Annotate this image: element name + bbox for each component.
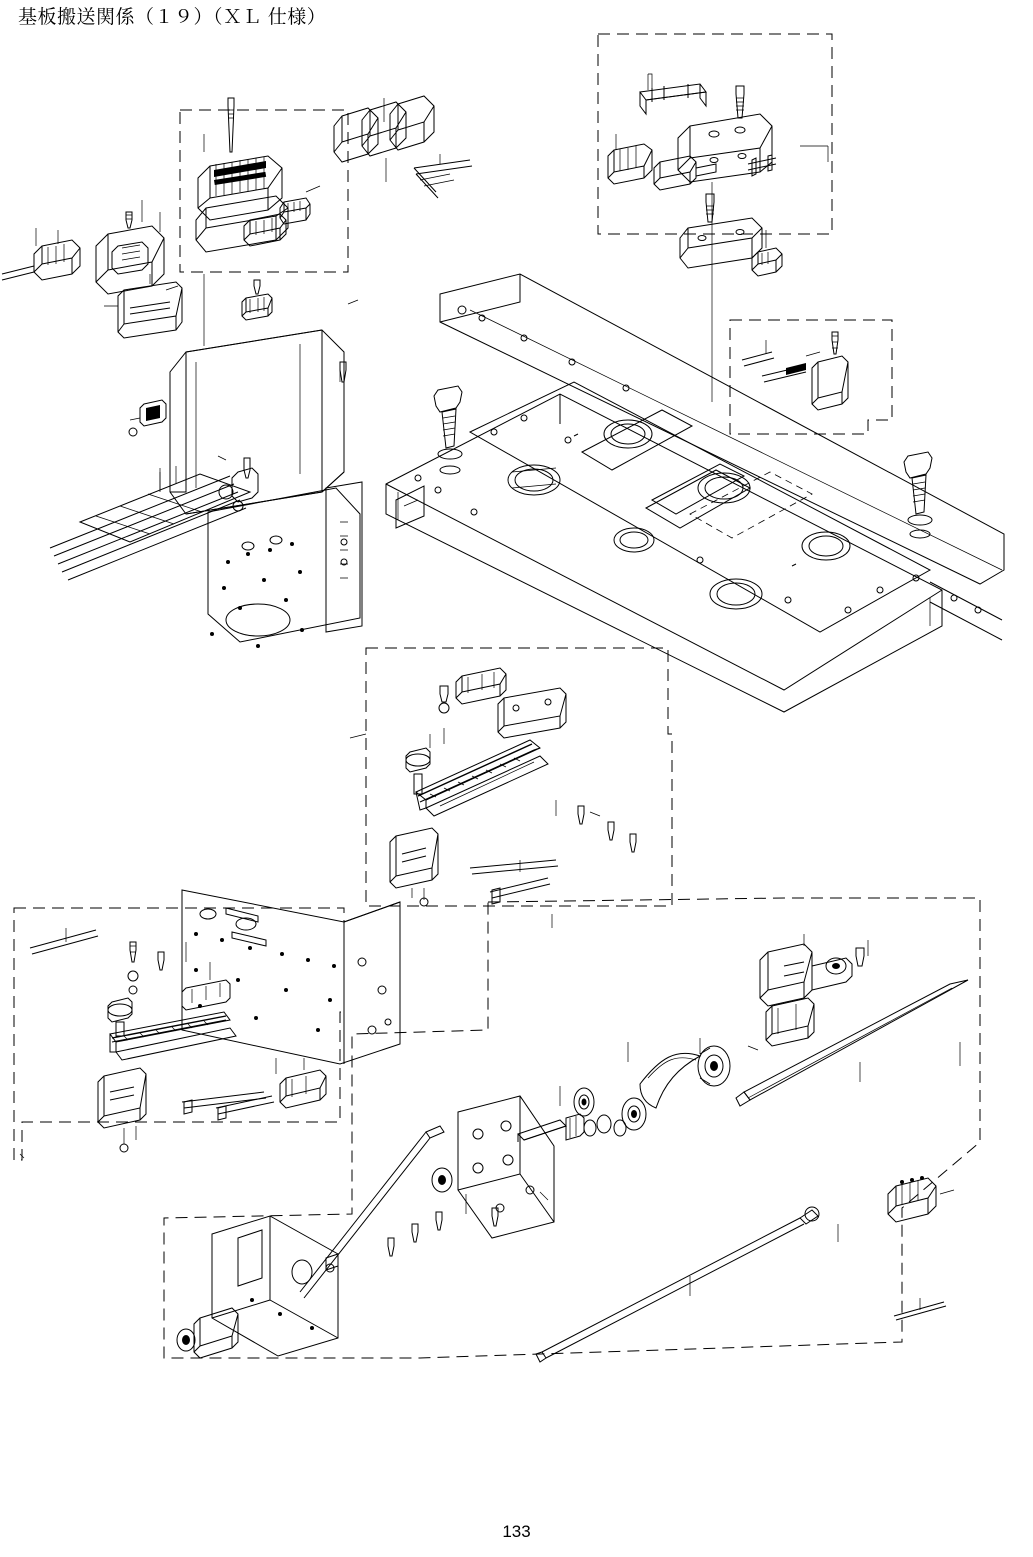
side-panel: [182, 890, 400, 1064]
main-base-plate: [386, 274, 1004, 712]
group-right-middle: [730, 320, 892, 434]
plate-bolts: [434, 386, 932, 538]
group-lower-drive: [164, 898, 980, 1362]
sheet-metal-cover: [170, 330, 362, 632]
rail-blocks: [334, 96, 434, 182]
base-pan: [208, 488, 360, 648]
page-number: 133: [502, 1522, 531, 1541]
group-lower-left-rail: [14, 908, 344, 1160]
diagram-canvas: [0, 22, 1033, 1512]
group-center-rail: [366, 648, 672, 906]
leader-lines: [160, 182, 712, 928]
spacer-part: [242, 280, 272, 320]
group-top-left: [180, 98, 348, 272]
l-bracket: [104, 274, 182, 338]
screw-washer-left: [129, 400, 166, 436]
motor-block: [96, 200, 164, 294]
page-title: 基板搬送関係（１９）（ＸＬ 仕様）: [18, 7, 327, 28]
left-connector: [2, 228, 80, 280]
group-top-right: [598, 34, 832, 268]
wire-harness: [414, 154, 472, 198]
small-bracket-part: [752, 230, 782, 276]
